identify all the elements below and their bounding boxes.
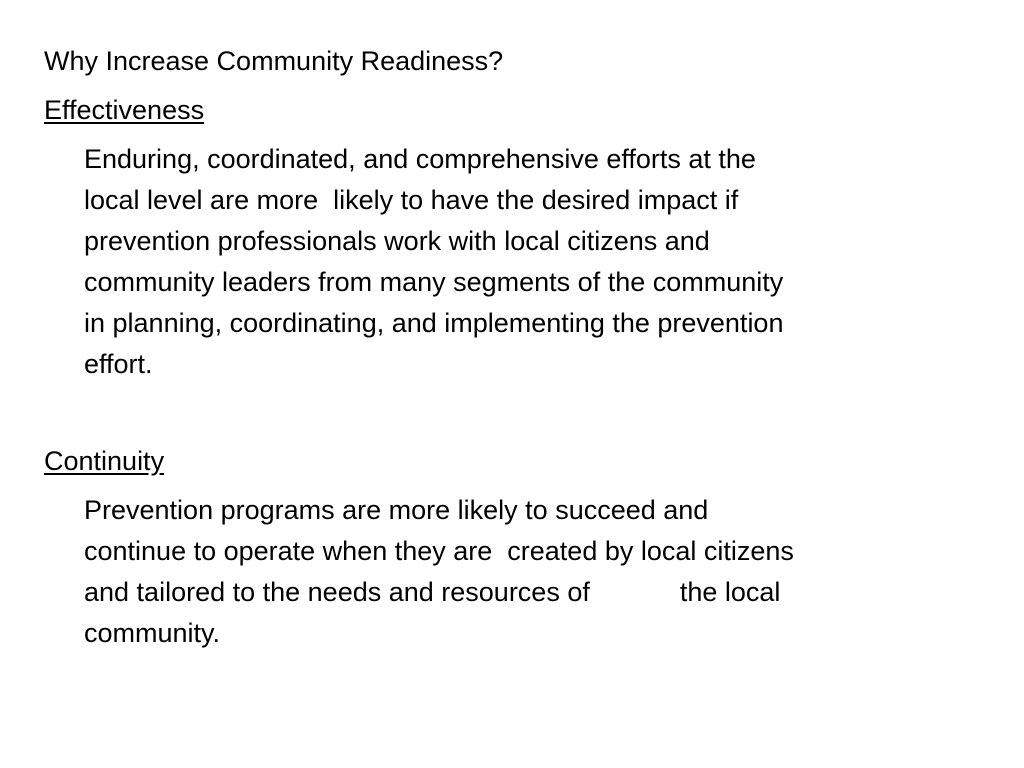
body-line: and tailored to the needs and resources of the local <box>84 577 781 607</box>
body-line: Enduring, coordinated, and comprehensive efforts at the <box>84 144 756 174</box>
body-line: community. <box>84 618 221 648</box>
body-line: in planning, coordinating, and implementing the prevention <box>84 308 784 338</box>
body-line: prevention professionals work with local citizens and <box>84 226 710 256</box>
body-line: Prevention programs are more likely to succeed and <box>84 495 709 525</box>
section-heading-continuity: Continuity <box>44 446 165 476</box>
body-line: effort. <box>84 349 153 379</box>
body-line: local level are more likely to have the desired impact if <box>84 185 739 215</box>
body-line: continue to operate when they are created by local citizens <box>84 536 794 566</box>
body-line: community leaders from many segments of the community <box>84 267 784 297</box>
slide-title: Why Increase Community Readiness? <box>44 46 504 76</box>
section-heading-effectiveness: Effectiveness <box>44 95 205 125</box>
